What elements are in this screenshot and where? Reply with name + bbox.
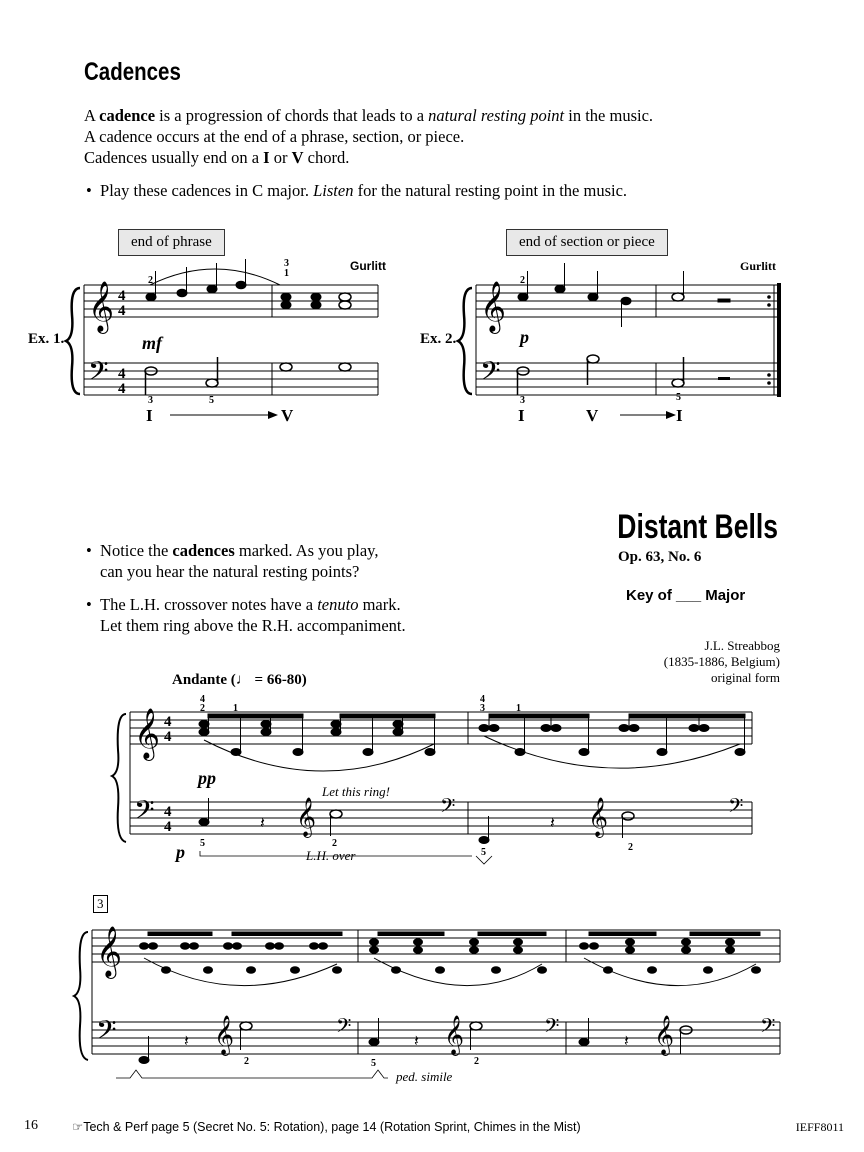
ex2-label: Ex. 2. (420, 331, 457, 347)
arrow-icon (268, 411, 278, 419)
tempo-marking: Andante (♩ = 66-80) (172, 672, 307, 688)
svg-text:4: 4 (164, 714, 172, 730)
svg-text:𝄢: 𝄢 (440, 796, 456, 822)
svg-text:5: 5 (200, 838, 205, 849)
svg-text:2: 2 (200, 703, 205, 714)
ex2-chord-3: I (676, 406, 683, 425)
instruction-bullet: • Play these cadences in C major. Listen for the natural resting point in the music. (86, 181, 628, 200)
ex2-score (420, 255, 860, 430)
bass-clef-icon: 𝄢 (88, 356, 109, 392)
piece-opus: Op. 63, No. 6 (618, 549, 702, 565)
svg-text:4: 4 (480, 694, 485, 705)
svg-text:4: 4 (164, 819, 172, 835)
quarter-note-icon: ♩ (235, 672, 251, 688)
ex2-dynamic: p (520, 327, 529, 347)
composer-credit: J.L. Streabbog (1835-1886, Belgium) original form (663, 638, 780, 685)
lh-over-text: L.H. over (306, 848, 356, 863)
ex2-finger-lh1: 3 (520, 395, 525, 406)
ex1-finger-rh-bottom: 1 (284, 268, 289, 279)
ex2-composer: Gurlitt (740, 259, 776, 273)
dynamic-p: p (176, 842, 185, 862)
svg-text:𝄽: 𝄽 (624, 1033, 629, 1050)
ex1-tag: end of phrase (118, 229, 225, 256)
svg-text:𝄽: 𝄽 (414, 1033, 419, 1050)
ex2-chord-2: V (586, 406, 599, 425)
brace-icon (112, 714, 126, 842)
svg-text:4: 4 (164, 804, 172, 820)
svg-text:4: 4 (118, 381, 126, 397)
note-bullet-2: • The L.H. crossover notes have a tenuto mark. Let them ring above the R.H. accompaniment. (86, 595, 406, 635)
system-1-lh-notes (199, 796, 743, 844)
pedal-line (116, 1070, 388, 1078)
measure-number: 3 (93, 895, 108, 913)
footer-code: IEFF8011 (795, 1120, 844, 1134)
svg-text:𝄽: 𝄽 (260, 815, 265, 832)
intro-line-1: A cadence is a progression of chords that leads to a natural resting point in the music. (84, 106, 654, 125)
svg-text:5: 5 (371, 1058, 376, 1069)
ex1-finger-rh1: 2 (148, 275, 153, 286)
page-number: 16 (24, 1118, 38, 1133)
treble-clef-icon: 𝄞 (134, 709, 161, 758)
svg-text:𝄢: 𝄢 (728, 796, 744, 822)
svg-text:𝄞: 𝄞 (654, 1017, 675, 1054)
ex2-lh-notes (517, 355, 684, 395)
ex1-dynamic: mf (142, 333, 162, 353)
note-bullet-1: • Notice the cadences marked. As you play, can you hear the natural resting points? (86, 541, 379, 581)
svg-text:4: 4 (118, 288, 126, 304)
ex1-bass-staff (84, 363, 378, 395)
system-1-score (100, 690, 800, 870)
ex1-treble-staff (84, 285, 378, 317)
ex1-finger-lh2: 5 (209, 395, 214, 406)
brace-icon (458, 288, 472, 394)
svg-text:2: 2 (474, 1056, 479, 1067)
svg-text:𝄢: 𝄢 (760, 1016, 776, 1042)
svg-text:𝄞: 𝄞 (444, 1017, 465, 1054)
treble-clef-icon: 𝄞 (96, 927, 123, 976)
ex1-chord-I: I (146, 406, 153, 425)
svg-text:4: 4 (118, 303, 126, 319)
svg-text:2: 2 (628, 842, 633, 853)
bullet-icon: • (86, 595, 101, 614)
ex1-score (0, 255, 432, 430)
key-line: Key of ___ Major (626, 587, 746, 604)
treble-clef-icon: 𝄞 (480, 282, 507, 331)
svg-text:𝄞: 𝄞 (296, 799, 317, 836)
ex1-finger-lh1: 3 (148, 395, 153, 406)
ex2-tag: end of section or piece (506, 229, 668, 256)
svg-text:4: 4 (200, 694, 205, 705)
svg-text:𝄽: 𝄽 (550, 815, 555, 832)
hand-icon: ☞ (72, 1120, 84, 1134)
svg-text:2: 2 (244, 1056, 249, 1067)
svg-text:𝄞: 𝄞 (588, 799, 609, 836)
ex1-chord-V: V (281, 406, 294, 425)
ex2-finger-rh1: 2 (520, 275, 525, 286)
svg-text:5: 5 (481, 847, 486, 858)
ex1-label: Ex. 1. (28, 331, 65, 347)
bullet-icon: • (86, 541, 101, 560)
intro-line-2: A cadence occurs at the end of a phrase, section, or piece. (84, 127, 465, 146)
let-ring-text: Let this ring! (322, 784, 390, 799)
bass-clef-icon: 𝄢 (480, 356, 501, 392)
ped-simile-text: ped. simile (396, 1069, 453, 1084)
ex2-finger-lh2: 5 (676, 392, 681, 403)
bass-clef-icon: 𝄢 (96, 1015, 117, 1051)
ex1-finger-rh-top: 3 (284, 258, 289, 269)
svg-text:2: 2 (332, 838, 337, 849)
svg-text:1: 1 (516, 703, 521, 714)
system-2-score (66, 918, 796, 1086)
svg-text:4: 4 (118, 366, 126, 382)
treble-clef-icon: 𝄞 (88, 282, 115, 331)
brace-icon (74, 932, 88, 1060)
svg-text:3: 3 (480, 703, 485, 714)
svg-text:𝄽: 𝄽 (184, 1033, 189, 1050)
brace-icon (66, 288, 80, 394)
svg-text:𝄢: 𝄢 (336, 1016, 352, 1042)
bass-clef-icon: 𝄢 (134, 795, 155, 831)
arrow-icon (666, 411, 676, 419)
intro-paragraph (84, 105, 653, 168)
footer-reference: ☞Tech & Perf page 5 (Secret No. 5: Rotation), page 14 (Rotation Sprint, Chimes in the Mist) (72, 1120, 581, 1134)
bullet-icon: • (86, 181, 101, 200)
svg-text:𝄞: 𝄞 (214, 1017, 235, 1054)
intro-line-3: Cadences usually end on a I or V chord. (84, 148, 350, 167)
svg-text:1: 1 (233, 703, 238, 714)
ex1-composer: Gurlitt (350, 259, 386, 273)
svg-text:4: 4 (164, 729, 172, 745)
piece-title: Distant Bells (617, 508, 778, 546)
system-2-lh-notes (139, 1016, 775, 1064)
dynamic-pp: pp (198, 768, 216, 788)
ex2-chord-1: I (518, 406, 525, 425)
page-title: Cadences (84, 58, 181, 86)
svg-text:𝄢: 𝄢 (544, 1016, 560, 1042)
